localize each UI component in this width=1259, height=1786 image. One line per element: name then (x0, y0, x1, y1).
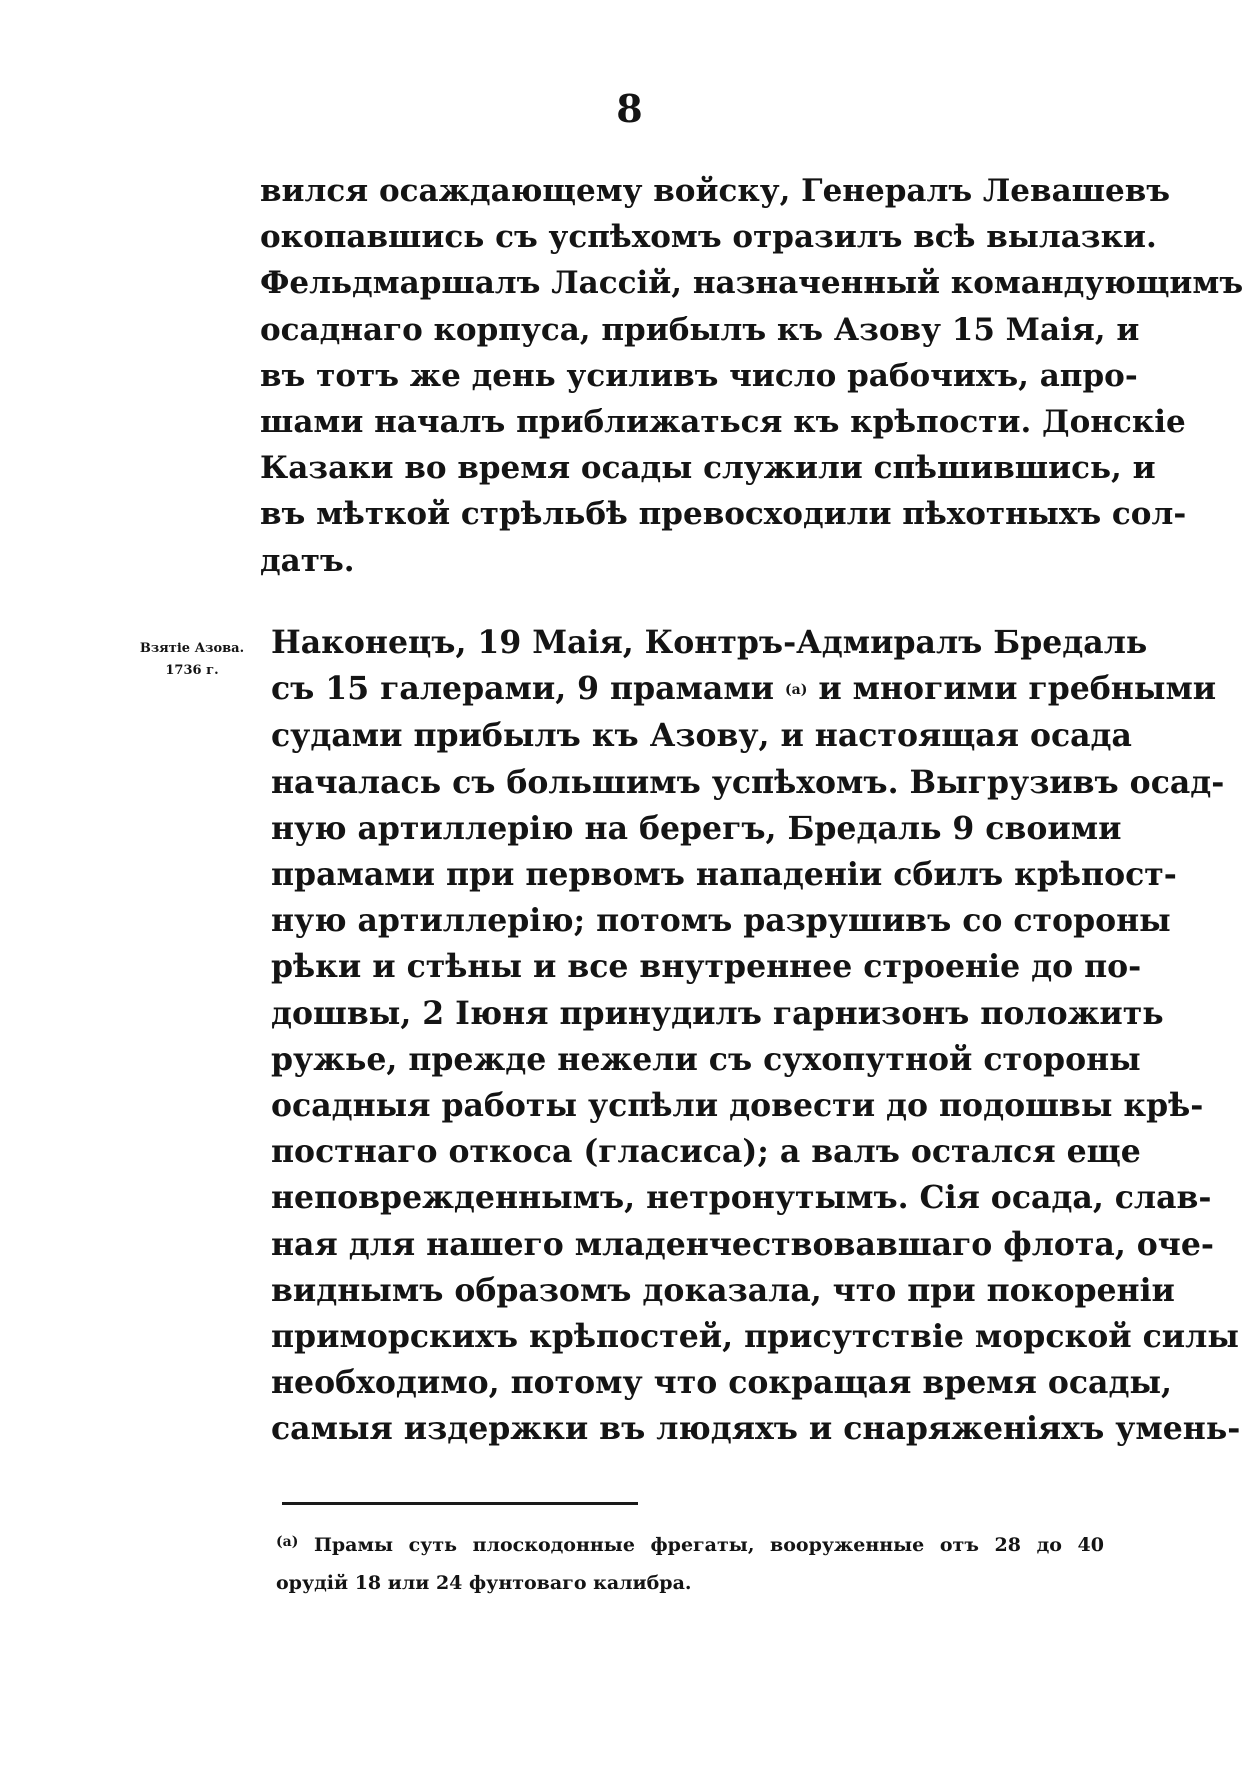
text-line: началась съ большимъ успѣхомъ. Выгрузивъ осад- (271, 763, 1225, 801)
text-line: въ тотъ же день усиливъ число рабочихъ, апро- (260, 357, 1138, 394)
text-line: ная для нашего младенчествовавшаго флота, оче- (271, 1225, 1214, 1263)
text-line: окопавшись съ успѣхомъ отразилъ всѣ вылазки. (260, 219, 1157, 256)
text-line: приморскихъ крѣпостей, присутствіе морской силы (271, 1318, 1239, 1356)
footnote-line (276, 1523, 1104, 1564)
text-line: дошвы, 2 Іюня принудилъ гарнизонъ положить (271, 994, 1164, 1032)
text-line: неповрежденнымъ, нетронутымъ. Сія осада, слав- (271, 1179, 1212, 1217)
text-fragment: съ 15 галерами, 9 прамами (271, 670, 775, 708)
text-line: судами прибылъ къ Азову, и настоящая осада (271, 717, 1132, 755)
footnote-line: орудій 18 или 24 фунтоваго калибра. (276, 1572, 692, 1594)
footnote (276, 1523, 1104, 1602)
text-line: осаднаго корпуса, прибылъ къ Азову 15 Маія, и (260, 311, 1140, 348)
text-line: въ мѣткой стрѣльбѣ превосходили пѣхотныхъ сол- (260, 496, 1187, 533)
margin-note (122, 638, 262, 682)
margin-note-year: 1736 г. (165, 663, 219, 678)
paragraph-continuation (260, 168, 1244, 584)
text-line: шами началъ приближаться къ крѣпости. Донскіе (260, 404, 1186, 441)
footnote-divider (282, 1502, 638, 1505)
text-line: постнаго откоса (гласиса); а валъ остался еще (271, 1133, 1141, 1171)
text-line: вился осаждающему войску, Генералъ Левашевъ (260, 173, 1171, 209)
footnote-marker: (а) (276, 1534, 299, 1550)
text-line: прамами при первомъ нападеніи сбилъ крѣпост- (271, 856, 1177, 894)
text-line: рѣки и стѣны и все внутреннее строеніе до по- (271, 948, 1142, 986)
text-line: Фельдмаршалъ Ласcій, назначенный командующимъ (260, 265, 1244, 302)
text-line: осадныя работы успѣли довести до подошвы крѣ- (271, 1087, 1204, 1125)
text-line: Казаки во время осады служили спѣшившись, и (260, 450, 1156, 487)
text-line-with-footnote (271, 666, 1217, 713)
footnote-text: Прамы суть плоскодонные фрегаты, вооруженные отъ 28 до 40 (313, 1534, 1104, 1556)
paragraph-main (271, 620, 1241, 1453)
margin-note-title: Взятіе Азова. (139, 641, 245, 656)
text-line: ружье, прежде нежели съ сухопутной стороны (271, 1040, 1141, 1078)
footnote-reference: (а) (785, 682, 808, 699)
text-line: Наконецъ, 19 Маія, Контръ-Адмиралъ Бредаль (271, 624, 1148, 661)
text-line: ную артиллерію на берегъ, Бредаль 9 своими (271, 809, 1122, 847)
text-line: виднымъ образомъ доказала, что при покореніи (271, 1271, 1175, 1309)
text-line: датъ. (260, 542, 355, 579)
text-line: ную артиллерію; потомъ разрушивъ со стороны (271, 902, 1171, 940)
text-line: необходимо, потому что сокращая время осады, (271, 1364, 1173, 1402)
text-fragment: и многими гребными (818, 670, 1217, 708)
page-number: 8 (616, 86, 643, 131)
text-line: самыя издержки въ людяхъ и снаряженіяхъ умень- (271, 1410, 1241, 1448)
